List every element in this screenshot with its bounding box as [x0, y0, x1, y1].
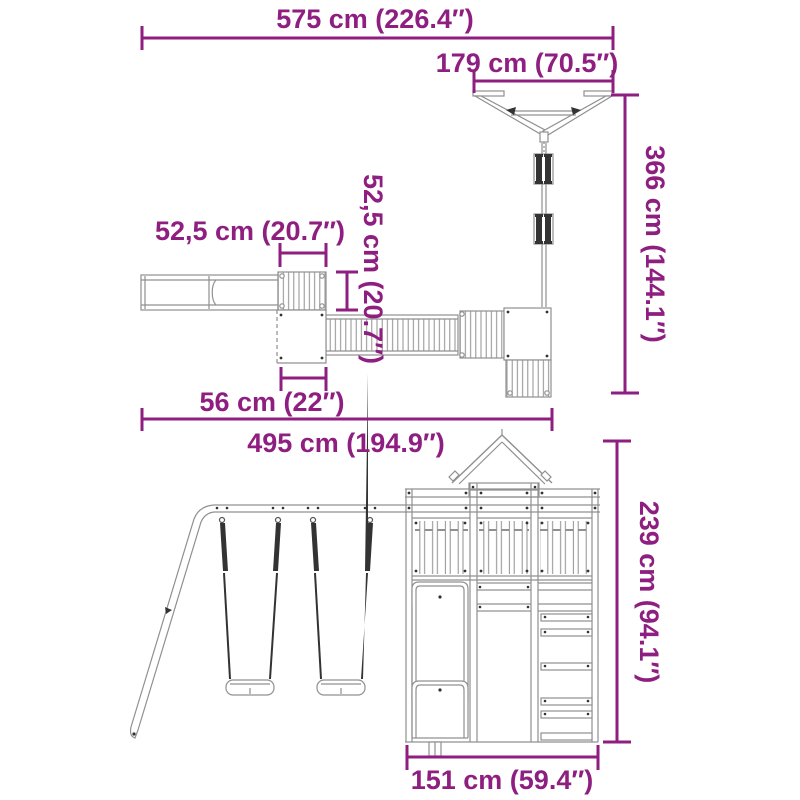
dimension-52-5-top: [155, 216, 345, 267]
slide-front-view: [412, 582, 468, 738]
bridge-top-view-1: [278, 272, 326, 310]
swing-apex-joint: [540, 132, 548, 142]
swing-leg-front: [138, 512, 214, 730]
dimension-179: [436, 48, 619, 93]
bridge-top-view-2: [326, 315, 458, 355]
dimension-495-label: 495 cm (194.9″): [247, 428, 445, 458]
dimension-239-label: 239 cm (94.1″): [634, 500, 664, 684]
dimension-56-label: 56 cm (22″): [199, 387, 345, 417]
dimension-366: [611, 95, 670, 393]
dimension-56: [199, 367, 344, 417]
dimension-52-5-side-label: 52,5 cm (20.7″): [358, 173, 388, 365]
dimension-52-5-top-label: 52,5 cm (20.7″): [154, 216, 346, 246]
swing-hanger: [311, 518, 316, 523]
swing-hanger: [368, 518, 373, 523]
tower-front: [405, 429, 600, 756]
platform-top-view-1: [277, 310, 326, 363]
bridge-top-view-3: [460, 311, 504, 358]
platform-top-view-2: [504, 308, 551, 360]
swing-top-view: [473, 91, 613, 307]
slide-top-view: [141, 275, 278, 310]
climbing-rungs: [541, 614, 592, 740]
dimension-366-label: 366 cm (144.1″): [640, 145, 670, 343]
dimension-179-label: 179 cm (70.5″): [435, 48, 619, 78]
swing-hanger: [220, 518, 225, 523]
dimension-151-label: 151 cm (59.4″): [410, 765, 594, 795]
swing-topbar-right: [584, 91, 613, 96]
dimension-575: [142, 4, 613, 50]
dimension-239: [603, 441, 664, 742]
swing-hanger: [276, 518, 281, 523]
roof: [449, 429, 552, 497]
leg-clamp-icon: [165, 607, 172, 614]
mid-rails: [477, 583, 592, 611]
railing-panels: [412, 518, 592, 580]
ladder-top-view: [506, 360, 551, 397]
dimension-575-label: 575 cm (226.4″): [276, 4, 474, 34]
swing-topbar-left: [473, 91, 504, 96]
